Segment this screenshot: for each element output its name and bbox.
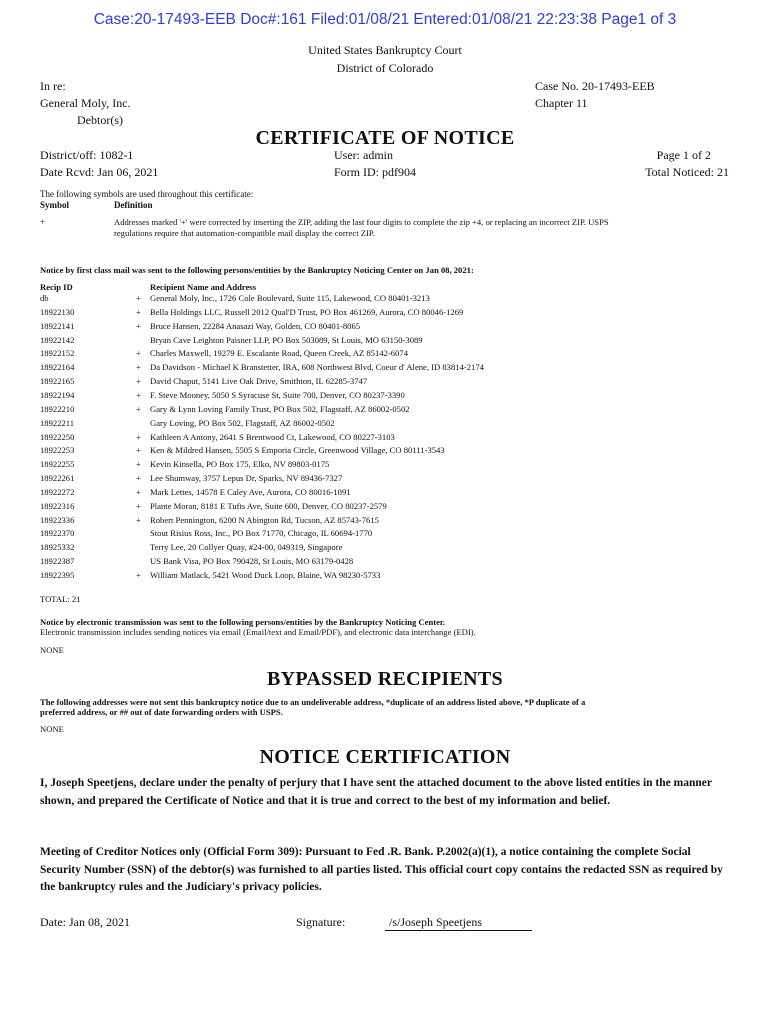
recipient-zip-mark: + — [136, 570, 141, 580]
signature-label: Signature: — [296, 915, 346, 929]
court-district: District of Colorado — [336, 61, 434, 75]
recipient-address: F. Steve Mooney, 5050 S Syracuse St, Suite 700, Denver, CO 80237-3390 — [150, 389, 405, 400]
symbol-plus: + — [40, 217, 46, 227]
recipient-id: 18922395 — [40, 570, 75, 580]
bypassed-line1: The following addresses were not sent this bankruptcy notice due to an undeliverable address, *duplicate of an address listed above, *P duplicate of a — [40, 697, 586, 707]
recipient-id: 18922130 — [40, 306, 75, 317]
recipient-zip-mark: + — [136, 306, 141, 317]
recipient-id: 18922194 — [40, 389, 75, 400]
bypassed-line2: preferred address, or ## out of date forwarding orders with USPS. — [40, 707, 283, 717]
recipient-id: 18925332 — [40, 542, 75, 553]
recipient-id: 18922336 — [40, 514, 75, 525]
recipient-address: Gary & Lynn Loving Family Trust, PO Box 502, Flagstaff, AZ 86002-0502 — [150, 403, 410, 414]
recipient-name-header: Recipient Name and Address — [150, 282, 257, 292]
symbols-intro: The following symbols are used throughout this certificate: — [40, 189, 254, 199]
recipient-zip-mark: + — [136, 459, 141, 470]
recipient-zip-mark: + — [136, 320, 141, 331]
chapter: Chapter 11 — [535, 96, 588, 110]
recipient-address: Kevin Kinsella, PO Box 175, Elko, NV 89803-0175 — [150, 459, 330, 470]
recipient-address: Plante Moran, 8181 E Tufts Ave, Suite 600, Denver, CO 80237-2579 — [150, 500, 387, 511]
mail-notice-heading: Notice by first class mail was sent to the following persons/entities by the Bankruptcy Noticing Center on Jan 08, 2021: — [40, 265, 474, 275]
form-id: Form ID: pdf904 — [334, 165, 416, 179]
recipient-id: db — [40, 293, 49, 303]
total-noticed: Total Noticed: 21 — [645, 165, 729, 179]
date-received: Date Rcvd: Jan 06, 2021 — [40, 165, 159, 179]
recipient-zip-mark: + — [136, 403, 141, 414]
recipient-id: 18922164 — [40, 362, 75, 373]
in-re-label: In re: — [40, 79, 66, 93]
bypassed-title: BYPASSED RECIPIENTS — [267, 668, 503, 690]
recipient-address: David Chaput, 5141 Live Oak Drive, Smithton, IL 62285-3747 — [150, 376, 368, 387]
district-office: District/off: 1082-1 — [40, 148, 134, 162]
page-count: Page 1 of 2 — [656, 148, 711, 162]
recipient-address: Charles Maxwell, 19279 E. Escalante Road, Queen Creek, AZ 85142-6074 — [150, 348, 408, 359]
electronic-notice-heading: Notice by electronic transmission was sent to the following persons/entities by the Bankruptcy Noticing Center. — [40, 617, 446, 627]
symbol-definition-line2: regulations require that automation-compatible mail display the correct ZIP. — [114, 228, 375, 238]
signature-line — [385, 930, 532, 931]
filing-stamp: Case:20-17493-EEB Doc#:161 Filed:01/08/21 Entered:01/08/21 22:23:38 Page1 of 3 — [93, 11, 677, 28]
recipient-address: William Matlack, 5421 Wood Duck Loop, Blaine, WA 98230-5733 — [150, 570, 381, 580]
recipient-id: 18922211 — [40, 417, 75, 428]
total-count: TOTAL: 21 — [40, 594, 81, 604]
electronic-none: NONE — [40, 645, 64, 655]
recipient-id: 18922387 — [40, 556, 75, 567]
recipient-id: 18922210 — [40, 403, 75, 414]
debtor-name: General Moly, Inc. — [40, 96, 131, 110]
recipient-id: 18922255 — [40, 459, 75, 470]
recipient-id: 18922370 — [40, 528, 75, 539]
recip-id-header: Recip ID — [40, 282, 73, 292]
symbol-column-header: Symbol — [40, 200, 70, 210]
recipient-id: 18922165 — [40, 376, 75, 387]
recipient-id: 18922272 — [40, 486, 75, 497]
recipient-zip-mark: + — [136, 376, 141, 387]
symbol-definition-line1: Addresses marked '+' were corrected by inserting the ZIP, adding the last four digits to complete the zip +4, or replacing an incorrect ZIP. USPS — [114, 217, 609, 227]
recipient-address: Kathleen A Antony, 2641 S Brentwood Ct, Lakewood, CO 80227-3103 — [150, 431, 395, 442]
recipient-zip-mark: + — [136, 500, 141, 511]
certificate-title: CERTIFICATE OF NOTICE — [255, 127, 515, 149]
recipient-id: 18922142 — [40, 334, 75, 345]
recipient-zip-mark: + — [136, 348, 141, 359]
recipient-id: 18922141 — [40, 320, 75, 331]
recipient-address: Ken & Mildred Hansen, 5505 S Emporia Circle, Greenwood Village, CO 80111-3543 — [150, 445, 445, 456]
certification-ssn-statement: Meeting of Creditor Notices only (Official Form 309): Pursuant to Fed .R. Bank. P.2002(a)(1), a notice containing the complete Social Security Number (SSN) of the debtor(s) was furnished to all parties listed. This official court copy contains the redacted SSN as required by the bankruptcy rules and the Judiciary's privacy policies. — [40, 846, 723, 893]
debtor-label: Debtor(s) — [77, 113, 123, 127]
recipient-address: Bella Holdings LLC, Russell 2012 Qual'D Trust, PO Box 461269, Aurora, CO 80046-1269 — [150, 306, 464, 317]
certification-date: Date: Jan 08, 2021 — [40, 915, 130, 929]
recipient-zip-mark: + — [136, 473, 141, 484]
recipient-zip-mark: + — [136, 389, 141, 400]
definition-column-header: Definition — [114, 200, 153, 210]
recipient-address: Terry Lee, 20 Collyer Quay, #24-00, 049319, Singapore — [150, 542, 343, 553]
recipient-zip-mark: + — [136, 293, 141, 303]
certification-title: NOTICE CERTIFICATION — [259, 746, 511, 768]
recipient-zip-mark: + — [136, 486, 141, 497]
recipient-id: 18922152 — [40, 348, 75, 359]
recipient-zip-mark: + — [136, 445, 141, 456]
court-name: United States Bankruptcy Court — [308, 43, 462, 57]
recipient-address: US Bank Visa, PO Box 790428, St Louis, MO 63179-0428 — [150, 556, 354, 567]
recipient-zip-mark: + — [136, 362, 141, 373]
recipient-id: 18922316 — [40, 500, 75, 511]
bypassed-none: NONE — [40, 724, 64, 734]
recipient-id: 18922253 — [40, 445, 75, 456]
signature: /s/Joseph Speetjens — [389, 915, 482, 929]
recipient-address: Bruce Hansen, 22284 Anasazi Way, Golden, CO 80401-8065 — [150, 320, 361, 331]
recipient-address: Bryan Cave Leighton Paisner LLP, PO Box 503089, St Louis, MO 63150-3089 — [150, 334, 423, 345]
recipient-address: Gary Loving, PO Box 502, Flagstaff, AZ 86002-0502 — [150, 417, 335, 428]
recipient-address: Stout Risius Ross, Inc., PO Box 71770, Chicago, IL 60694-1770 — [150, 528, 373, 539]
user: User: admin — [334, 148, 393, 162]
recipient-address: Mark Lettes, 14578 E Caley Ave, Aurora, CO 80016-1091 — [150, 486, 351, 497]
certification-declaration: I, Joseph Speetjens, declare under the penalty of perjury that I have sent the attached document to the above listed entities in the manner shown, and prepared the Certificate of Notice and that it is true and correct to the best of my information and belief. — [40, 777, 712, 807]
recipient-address: Lee Shumway, 3757 Lepus Dr, Sparks, NV 89436-7327 — [150, 473, 343, 484]
recipient-id: 18922250 — [40, 431, 75, 442]
case-number: Case No. 20-17493-EEB — [535, 79, 655, 93]
recipient-id: 18922261 — [40, 473, 75, 484]
recipient-address: Robert Pennington, 6200 N Abington Rd, Tucson, AZ 85743-7615 — [150, 514, 379, 525]
recipient-zip-mark: + — [136, 514, 141, 525]
electronic-notice-detail: Electronic transmission includes sending notices via email (Email/text and Email/PDF), and electronic data interchange (EDI). — [40, 627, 476, 637]
recipient-address: General Moly, Inc., 1726 Cole Boulevard, Suite 115, Lakewood, CO 80401-3213 — [150, 293, 430, 303]
recipient-zip-mark: + — [136, 431, 141, 442]
recipient-address: Da Davidson - Michael K Branstetter, IRA, 608 Northwest Blvd, Coeur d' Alene, ID 83814-2174 — [150, 362, 484, 373]
